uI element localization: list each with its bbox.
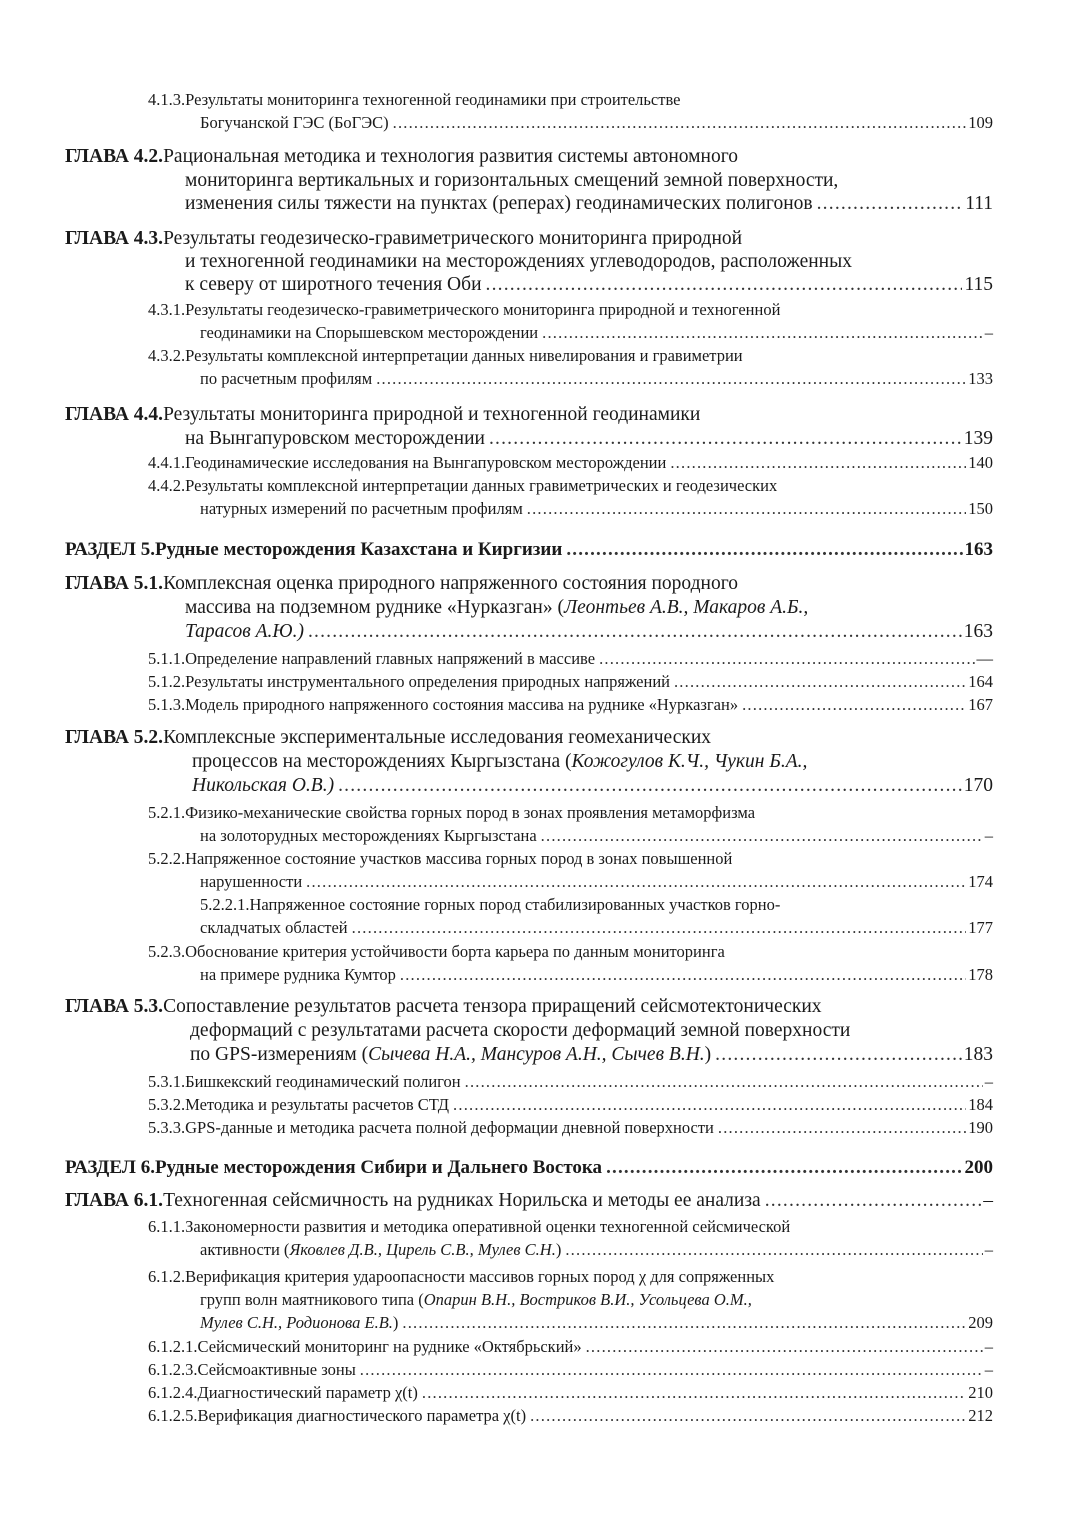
toc-line <box>65 573 738 595</box>
toc-line <box>148 346 743 366</box>
toc-line <box>65 1190 993 1212</box>
leader-dots <box>670 453 966 473</box>
toc-line <box>148 90 681 110</box>
toc-line <box>185 597 808 619</box>
leader-dots <box>715 1044 962 1066</box>
toc-entry-title: Тарасов А.Ю.) <box>185 621 304 642</box>
toc-line <box>148 1217 790 1237</box>
toc-entry-number: 6.1.1. <box>148 1217 186 1236</box>
toc-entry-number: 4.4.1. <box>148 453 186 472</box>
page-number[interactable]: 140 <box>968 453 993 472</box>
toc-line <box>185 251 852 273</box>
toc-entry-number: ГЛАВА 5.3. <box>65 996 164 1017</box>
toc-entry-title: Определение направлений главных напряжений в массиве <box>185 649 596 668</box>
toc-line <box>148 476 777 496</box>
toc-entry-title: массива на подземном руднике «Нурказган» ( <box>185 597 564 618</box>
toc-entry-title: GPS-данные и методика расчета полной деформации дневной поверхности <box>185 1118 714 1137</box>
toc-line <box>148 1072 993 1092</box>
closing-paren: ) <box>392 1313 399 1332</box>
toc-line <box>65 727 711 749</box>
toc-entry-title: нарушенности <box>200 872 303 891</box>
leader-dots <box>718 1118 966 1138</box>
toc-line <box>65 539 993 561</box>
toc-entry-title: на примере рудника Кумтор <box>200 965 396 984</box>
toc-entry-number: 5.3.1. <box>148 1072 186 1091</box>
leader-dots <box>541 826 983 846</box>
toc-entry-number: 6.1.2.5. <box>148 1406 198 1425</box>
toc-entry-title: Физико-механические свойства горных пород в зонах проявления метаморфизма <box>185 803 756 822</box>
toc-entry-title: натурных измерений по расчетным профилям <box>200 499 523 518</box>
toc-entry-title: Комплексная оценка природного напряженного состояния породного <box>163 573 738 594</box>
toc-entry-title: Никольская О.В.) <box>192 775 335 796</box>
leader-dots <box>465 1072 983 1092</box>
leader-dots <box>817 193 964 215</box>
leader-dots <box>566 539 962 561</box>
toc-entry-title: изменения силы тяжести на пунктах (реперах) геодинамических полигонов <box>185 193 813 214</box>
leader-dots <box>400 965 966 985</box>
toc-entry-title: Модель природного напряженного состояния массива на руднике «Нурказган» <box>185 695 739 714</box>
toc-entry-title: мониторинга вертикальных и горизонтальных смещений земной поверхности, <box>185 170 839 191</box>
toc-line: по GPS-измерениям ( Сычева Н.А., Мансуров А.Н., Сычев В.Н. ) ..... 183 <box>190 1044 993 1066</box>
toc-line <box>192 751 807 773</box>
page-number[interactable]: 174 <box>968 872 993 891</box>
toc-line <box>148 1383 993 1403</box>
toc-entry-title: Диагностический параметр χ(t) <box>197 1383 418 1402</box>
toc-entry-number: 4.3.2. <box>148 346 186 365</box>
page-number[interactable]: 163 <box>963 621 993 642</box>
toc-entry-title: деформаций с результатами расчета скорости деформаций земной поверхности <box>190 1020 851 1041</box>
page-number[interactable]: 178 <box>968 965 993 984</box>
toc-entry-title: по расчетным профилям <box>200 369 373 388</box>
toc-entry-number: 6.1.2.3. <box>148 1360 198 1379</box>
toc-entry-title: Результаты мониторинга техногенной геодинамики при строительстве <box>185 90 681 109</box>
toc-entry-number: 5.3.2. <box>148 1095 186 1114</box>
toc-line <box>200 965 993 985</box>
toc-entry-number: ГЛАВА 4.3. <box>65 228 164 249</box>
toc-entry-title: Методика и результаты расчетов СТД <box>185 1095 450 1114</box>
toc-entry-title: активности ( <box>200 1240 290 1259</box>
toc-entry-number: 5.1.2. <box>148 672 186 691</box>
toc-entry-title: Рудные месторождения Казахстана и Киргизии <box>154 539 563 560</box>
toc-entry-number: 5.1.1. <box>148 649 186 668</box>
toc-line <box>148 942 725 962</box>
toc-entry-number: ГЛАВА 4.2. <box>65 146 164 167</box>
leader-dots <box>606 1157 962 1179</box>
toc-entry-number: ГЛАВА 6.1. <box>65 1190 164 1211</box>
toc-entry-title: Бишкекский геодинамический полигон <box>185 1072 461 1091</box>
toc-entry-title: Результаты инструментального определения природных напряжений <box>185 672 670 691</box>
toc-entry-title: Обоснование критерия устойчивости борта карьера по данным мониторинга <box>185 942 725 961</box>
page-number[interactable]: 210 <box>968 1383 993 1402</box>
toc-entry-authors: Сычева Н.А., Мансуров А.Н., Сычев В.Н. <box>368 1044 705 1065</box>
leader-dots <box>542 323 983 343</box>
toc-line <box>148 453 993 473</box>
leader-dots <box>742 695 966 715</box>
toc-entry-number: 5.1.3. <box>148 695 186 714</box>
toc-line <box>148 1360 993 1380</box>
page-number[interactable]: 150 <box>968 499 993 518</box>
page-number[interactable]: 164 <box>968 672 993 691</box>
toc-line <box>148 300 780 320</box>
toc-line <box>200 323 993 343</box>
toc-line <box>148 1267 774 1287</box>
toc-line <box>148 649 993 669</box>
leader-dots <box>338 775 962 797</box>
toc-entry-title: по GPS-измерениям ( <box>190 1044 369 1065</box>
toc-entry-title: и техногенной геодинамики на месторождениях углеводородов, расположенных <box>185 251 852 272</box>
toc-entry-title: Сейсмический мониторинг на руднике «Октябрьский» <box>197 1337 582 1356</box>
toc-line <box>185 193 993 215</box>
toc-entry-title: Результаты геодезическо-гравиметрического мониторинга природной <box>163 228 743 249</box>
toc-line <box>148 849 732 869</box>
toc-line <box>148 803 755 823</box>
leader-dots <box>402 1313 966 1333</box>
leader-dots <box>674 672 966 692</box>
leader-dots <box>376 369 966 389</box>
toc-line <box>185 274 993 296</box>
toc-line <box>200 918 993 938</box>
toc-entry-authors: Кожогулов К.Ч., Чукин Б.А., <box>571 751 808 772</box>
page-number[interactable]: — <box>976 649 993 668</box>
toc-entry-title: процессов на месторождениях Кыргызстана ( <box>192 751 572 772</box>
toc-line <box>148 695 993 715</box>
toc-entry-title: к северу от широтного течения Оби <box>185 274 482 295</box>
leader-dots <box>308 621 962 643</box>
toc-entry-title: групп волн маятникового типа ( <box>200 1290 424 1309</box>
toc-entry-title: Рациональная методика и технология развития системы автономного <box>163 146 738 167</box>
toc-entry-title: Верификация диагностического параметра χ(t) <box>197 1406 527 1425</box>
toc-entry-number: ГЛАВА 5.2. <box>65 727 164 748</box>
page-number[interactable]: – <box>984 1337 993 1356</box>
toc-entry-title: Сопоставление результатов расчета тензора приращений сейсмотектонических <box>163 996 822 1017</box>
leader-dots <box>393 113 967 133</box>
toc-entry-title: Результаты геодезическо-гравиметрического мониторинга природной и техногенной <box>185 300 781 319</box>
toc-entry-number: РАЗДЕЛ 6. <box>65 1157 155 1178</box>
page-number[interactable]: – <box>984 826 993 845</box>
leader-dots <box>422 1383 966 1403</box>
toc-line <box>65 228 742 250</box>
toc-line <box>192 775 993 797</box>
page-number[interactable]: – <box>984 323 993 342</box>
leader-dots <box>306 872 966 892</box>
toc-line <box>200 1313 993 1333</box>
page-number[interactable]: 183 <box>963 1044 993 1065</box>
page-number[interactable]: 115 <box>964 274 993 295</box>
toc-entry-title: Мулев С.Н., Родионова Е.В. <box>200 1313 393 1332</box>
toc-entry-authors: Опарин В.Н., Востриков В.И., Усольцева О.М., <box>423 1290 752 1309</box>
toc-line <box>200 1290 752 1310</box>
toc-entry-title: на Вынгапуровском месторождении <box>185 428 485 449</box>
toc-entry-number: 4.1.3. <box>148 90 186 109</box>
toc-line <box>65 996 822 1018</box>
toc-entry-title: геодинамики на Спорышевском месторождении <box>200 323 539 342</box>
toc-line <box>65 146 738 168</box>
toc-entry-title: на золоторудных месторождениях Кыргызстана <box>200 826 537 845</box>
leader-dots <box>599 649 974 669</box>
toc-line <box>65 1157 993 1179</box>
toc-line <box>200 872 993 892</box>
leader-dots <box>765 1190 982 1212</box>
page-number[interactable]: – <box>984 1360 993 1379</box>
page-number[interactable]: 184 <box>968 1095 993 1114</box>
toc-entry-number: 6.1.2. <box>148 1267 186 1286</box>
toc-entry-title: Напряженное состояние горных пород стабилизированных участков горно- <box>249 895 781 914</box>
toc-line <box>148 1095 993 1115</box>
leader-dots <box>586 1337 983 1357</box>
toc-line <box>190 1020 850 1042</box>
toc-entry-number: ГЛАВА 5.1. <box>65 573 164 594</box>
toc-line <box>200 895 780 915</box>
leader-dots <box>527 499 966 519</box>
page-number[interactable]: – <box>984 1240 993 1259</box>
toc-entry-title: Геодинамические исследования на Вынгапуровском месторождении <box>185 453 667 472</box>
leader-dots <box>530 1406 966 1426</box>
page-number[interactable]: 111 <box>965 193 993 214</box>
toc-entry-title: Результаты мониторинга природной и техногенной геодинамики <box>163 404 701 425</box>
toc-line <box>148 1118 993 1138</box>
toc-entry-title: Комплексные экспериментальные исследования геомеханических <box>163 727 712 748</box>
toc-entry-number: 4.3.1. <box>148 300 186 319</box>
toc-line <box>148 1337 993 1357</box>
leader-dots <box>352 918 967 938</box>
leader-dots <box>486 274 963 296</box>
toc-entry-number: 5.3.3. <box>148 1118 186 1137</box>
page-number[interactable]: 200 <box>964 1157 993 1178</box>
toc-line <box>185 170 838 192</box>
toc-entry-number: РАЗДЕЛ 5. <box>65 539 155 560</box>
page-number[interactable]: – <box>984 1072 993 1091</box>
toc-line <box>200 113 993 133</box>
page-number[interactable]: 139 <box>963 428 993 449</box>
page-number[interactable]: 170 <box>963 775 993 796</box>
toc-entry-number: 6.1.2.1. <box>148 1337 198 1356</box>
toc-line <box>185 621 993 643</box>
page-number[interactable]: 167 <box>968 695 993 714</box>
toc-entry-title: Сейсмоактивные зоны <box>197 1360 356 1379</box>
toc-line <box>148 1406 993 1426</box>
toc-entry-authors: Яковлев Д.В., Цирель С.В., Мулев С.Н. <box>289 1240 556 1259</box>
toc-line <box>185 428 993 450</box>
toc-entry-number: 4.4.2. <box>148 476 186 495</box>
toc-entry-title: Результаты комплексной интерпретации данных гравиметрических и геодезических <box>185 476 778 495</box>
toc-entry-authors: Леонтьев А.В., Макаров А.Б., <box>563 597 809 618</box>
toc-line: активности ( Яковлев Д.В., Цирель С.В., Мулев С.Н. ) ..... – <box>200 1240 993 1260</box>
page-number[interactable]: 190 <box>968 1118 993 1137</box>
toc-entry-number: 5.2.2.1. <box>200 895 250 914</box>
toc-line <box>200 826 993 846</box>
toc-entry-title: Закономерности развития и методика оперативной оценки техногенной сейсмической <box>185 1217 791 1236</box>
toc-entry-title: Богучанской ГЭС (БоГЭС) <box>200 113 389 132</box>
page-number[interactable]: 209 <box>968 1313 993 1332</box>
toc-entry-title: Верификация критерия удароопасности массивов горных пород χ для сопряженных <box>185 1267 775 1286</box>
page-number[interactable]: 177 <box>968 918 993 937</box>
toc-entry-number: ГЛАВА 4.4. <box>65 404 164 425</box>
toc-entry-title: Рудные месторождения Сибири и Дальнего Востока <box>154 1157 603 1178</box>
page-number[interactable]: 133 <box>968 369 993 388</box>
toc-line <box>200 369 993 389</box>
toc-line <box>200 499 993 519</box>
page-number[interactable]: – <box>983 1190 993 1211</box>
page-number[interactable]: 212 <box>968 1406 993 1425</box>
page-number[interactable]: 163 <box>964 539 993 560</box>
toc-entry-title: Напряженное состояние участков массива горных пород в зонах повышенной <box>185 849 733 868</box>
toc-line <box>65 404 700 426</box>
leader-dots <box>489 428 962 450</box>
leader-dots <box>565 1240 982 1260</box>
toc-entry-number: 5.2.3. <box>148 942 186 961</box>
toc-entry-number: 6.1.2.4. <box>148 1383 198 1402</box>
leader-dots <box>360 1360 983 1380</box>
toc-entry-title: складчатых областей <box>200 918 348 937</box>
toc-line <box>148 672 993 692</box>
leader-dots <box>453 1095 966 1115</box>
toc-entry-number: 5.2.1. <box>148 803 186 822</box>
page-number[interactable]: 109 <box>968 113 993 132</box>
toc-entry-title: Техногенная сейсмичность на рудниках Норильска и методы ее анализа <box>163 1190 761 1211</box>
toc-entry-number: 5.2.2. <box>148 849 186 868</box>
toc-entry-title: Результаты комплексной интерпретации данных нивелирования и гравиметрии <box>185 346 743 365</box>
